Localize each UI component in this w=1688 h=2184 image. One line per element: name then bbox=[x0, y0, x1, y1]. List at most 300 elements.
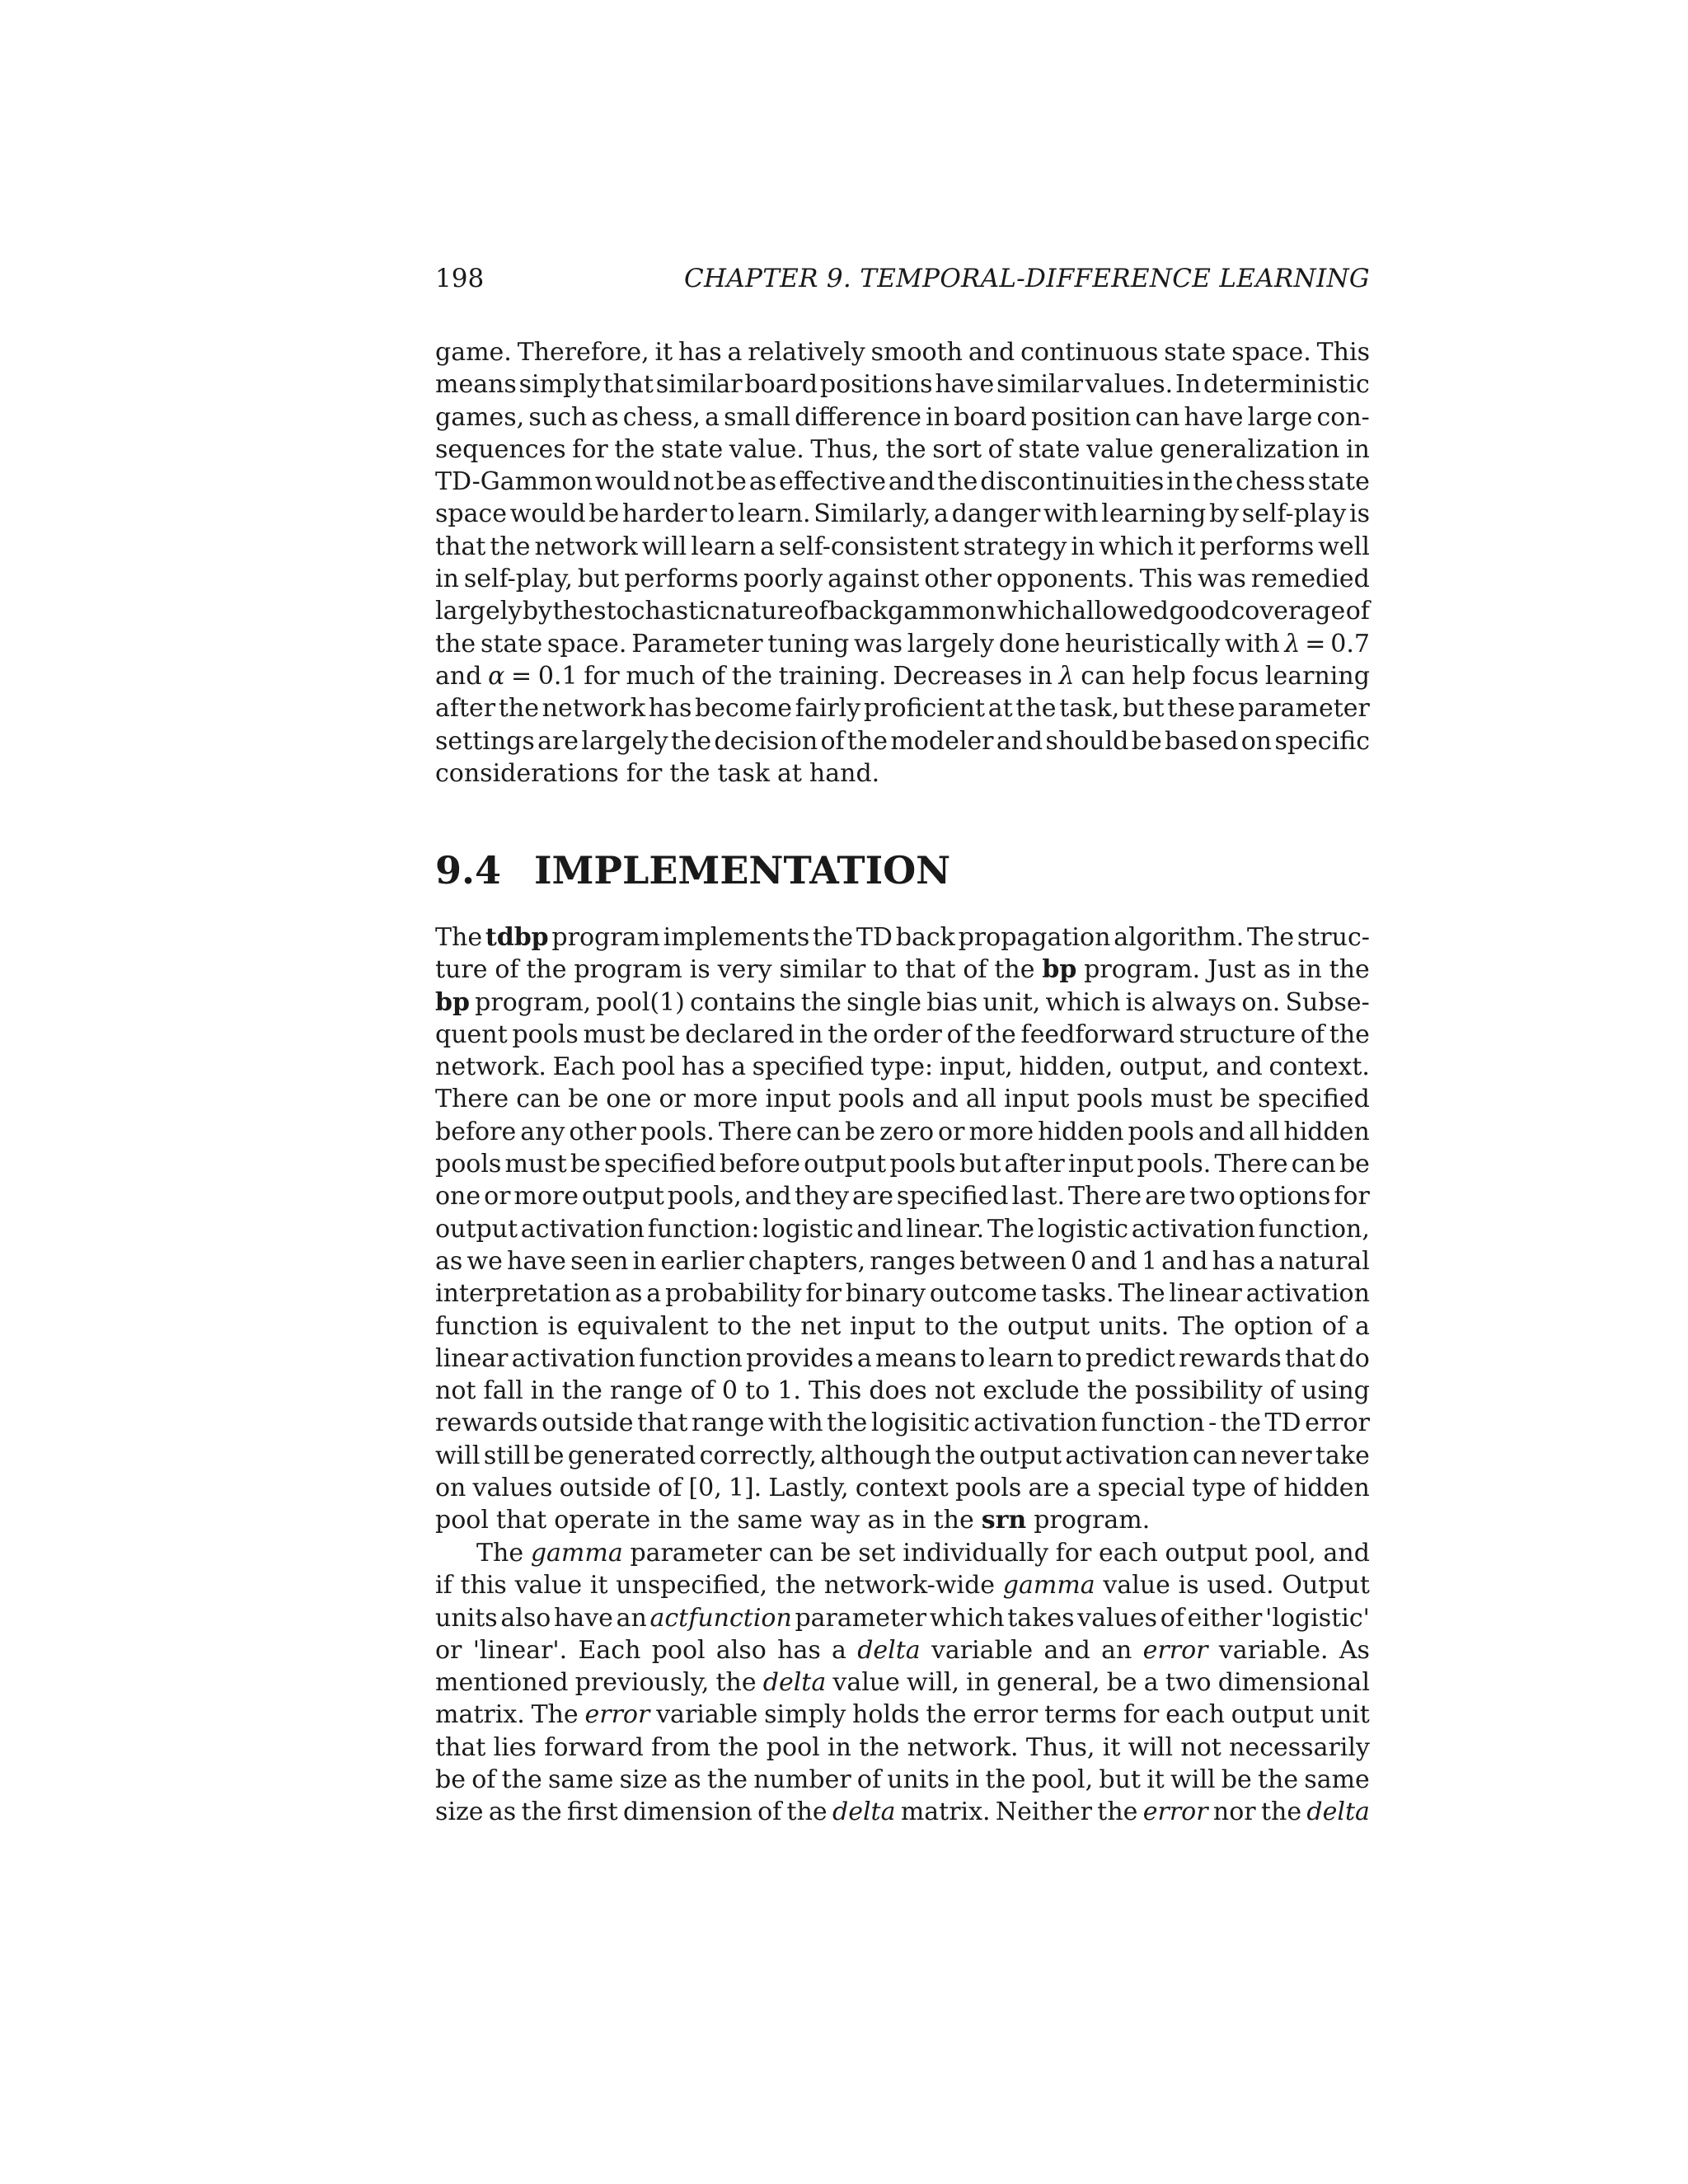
word-text: in bbox=[1345, 434, 1370, 464]
word bbox=[435, 1440, 480, 1472]
word bbox=[1274, 725, 1370, 757]
word bbox=[938, 1116, 964, 1148]
word bbox=[435, 660, 481, 692]
word bbox=[1284, 628, 1300, 660]
word-text: are bbox=[1145, 1182, 1187, 1212]
word bbox=[435, 1504, 489, 1536]
bold-term: bp bbox=[435, 987, 470, 1017]
word bbox=[1229, 1732, 1370, 1764]
word bbox=[569, 1116, 636, 1148]
word-text: Subse- bbox=[1285, 987, 1370, 1017]
word-text: probability bbox=[664, 1279, 802, 1309]
word bbox=[897, 1180, 1009, 1212]
word-text: good bbox=[1169, 597, 1231, 626]
word-text: network-wide bbox=[823, 1571, 996, 1601]
word-text: activation bbox=[520, 1214, 645, 1244]
running-header bbox=[435, 259, 1370, 298]
word bbox=[963, 954, 987, 986]
word bbox=[935, 1440, 975, 1472]
word bbox=[1029, 660, 1053, 692]
word-text: Neither bbox=[995, 1797, 1092, 1827]
word bbox=[1246, 1277, 1370, 1310]
word bbox=[1208, 1407, 1217, 1439]
word bbox=[690, 987, 795, 1019]
word bbox=[562, 1375, 603, 1407]
word-text: pools bbox=[1076, 1085, 1143, 1114]
word bbox=[1301, 1375, 1370, 1407]
word-text: not bbox=[1180, 1732, 1221, 1762]
word-text: specified bbox=[603, 1150, 716, 1179]
word bbox=[779, 466, 886, 498]
word bbox=[1020, 336, 1158, 368]
word bbox=[764, 1699, 846, 1731]
section-number: 9.4 bbox=[435, 848, 502, 893]
word-text: more bbox=[513, 1182, 579, 1212]
word-text: program, bbox=[475, 987, 592, 1017]
word-text: using bbox=[1301, 1376, 1370, 1406]
text-line bbox=[435, 1699, 1370, 1731]
word bbox=[864, 692, 985, 724]
word-text: logisitic bbox=[870, 1408, 970, 1438]
word bbox=[531, 1375, 555, 1407]
word bbox=[846, 987, 921, 1019]
word-text: the bbox=[827, 1408, 868, 1438]
text-line bbox=[435, 954, 1370, 986]
word-text: pools, bbox=[667, 1182, 742, 1212]
italic-term: delta bbox=[832, 1797, 896, 1827]
word-text: in bbox=[658, 1506, 682, 1535]
word bbox=[873, 1019, 942, 1051]
word-text: a bbox=[832, 1635, 846, 1665]
word bbox=[614, 434, 654, 466]
word bbox=[547, 628, 627, 660]
word bbox=[435, 1732, 485, 1764]
word-text: can bbox=[1081, 661, 1126, 691]
word bbox=[893, 660, 1022, 692]
word-text: one bbox=[435, 1182, 481, 1212]
word bbox=[435, 466, 593, 498]
text-line bbox=[435, 1148, 1370, 1180]
word bbox=[1077, 1083, 1143, 1115]
word bbox=[1301, 1019, 1325, 1051]
word bbox=[639, 1343, 743, 1375]
text-line bbox=[435, 725, 1370, 757]
word-text: There bbox=[1067, 1182, 1142, 1212]
word bbox=[610, 1375, 683, 1407]
word-text: will bbox=[1128, 1732, 1174, 1762]
text-line bbox=[435, 757, 1370, 790]
word bbox=[632, 1245, 656, 1277]
word bbox=[581, 725, 668, 757]
word-text: a bbox=[1259, 1246, 1275, 1276]
word-text: options bbox=[1238, 1182, 1331, 1212]
word-text: much bbox=[626, 661, 696, 691]
word bbox=[500, 1602, 551, 1634]
word-text: parameter bbox=[795, 1603, 927, 1633]
word bbox=[805, 1277, 842, 1310]
word bbox=[668, 1180, 742, 1212]
word bbox=[935, 368, 994, 401]
word bbox=[907, 1666, 959, 1699]
word bbox=[560, 1472, 651, 1504]
word bbox=[870, 1245, 955, 1277]
word-text: an bbox=[1101, 1635, 1132, 1665]
word-text: of bbox=[471, 1765, 496, 1795]
word bbox=[753, 1051, 865, 1083]
word-text: two bbox=[1165, 1668, 1212, 1698]
word-text: value. bbox=[729, 434, 804, 464]
word bbox=[973, 1699, 1038, 1731]
word-text: space. bbox=[1231, 338, 1311, 367]
word-text: program bbox=[551, 923, 660, 952]
word bbox=[669, 757, 710, 790]
word bbox=[435, 563, 459, 595]
word-text: any bbox=[520, 1117, 565, 1146]
word-text: 'linear'. bbox=[472, 1635, 568, 1665]
word-text: the bbox=[718, 1732, 759, 1762]
word-text: size bbox=[619, 1765, 668, 1795]
word-text: must bbox=[583, 1019, 645, 1049]
word bbox=[1170, 1764, 1215, 1796]
word bbox=[1065, 628, 1220, 660]
word bbox=[642, 531, 687, 563]
word bbox=[526, 954, 566, 986]
word-text: this bbox=[460, 1571, 507, 1601]
word bbox=[717, 757, 770, 790]
word-text: In bbox=[1175, 370, 1202, 400]
word bbox=[1219, 1634, 1329, 1666]
word-text: network bbox=[542, 694, 646, 724]
word bbox=[475, 987, 591, 1019]
word-text: means bbox=[874, 1343, 957, 1373]
word bbox=[1261, 1796, 1301, 1828]
word-text: with bbox=[1043, 499, 1099, 529]
word bbox=[982, 1375, 1079, 1407]
word bbox=[988, 1343, 1053, 1375]
word bbox=[850, 1310, 916, 1343]
word bbox=[496, 1504, 546, 1536]
word bbox=[1032, 1764, 1093, 1796]
word-text: be bbox=[1106, 1668, 1137, 1698]
word bbox=[1031, 401, 1131, 434]
word bbox=[1346, 595, 1370, 627]
word-text: can bbox=[1291, 1150, 1336, 1179]
word bbox=[1068, 1148, 1134, 1180]
word bbox=[1007, 1602, 1074, 1634]
word-text: type: bbox=[870, 1052, 934, 1082]
word-text: each bbox=[1165, 1700, 1225, 1730]
word bbox=[890, 725, 993, 757]
word bbox=[1123, 1699, 1160, 1731]
word-text: but bbox=[959, 1150, 1001, 1179]
word bbox=[1339, 1343, 1370, 1375]
word bbox=[630, 1537, 762, 1569]
word-text: The bbox=[476, 1539, 524, 1568]
word bbox=[966, 1666, 990, 1699]
word-text: generated bbox=[567, 1441, 696, 1470]
text-line bbox=[435, 1180, 1370, 1212]
word-text: at bbox=[987, 694, 1013, 724]
paragraph-game-state-space bbox=[435, 336, 1370, 790]
word bbox=[1020, 1051, 1114, 1083]
word bbox=[716, 1634, 767, 1666]
word-text: size bbox=[435, 1797, 484, 1827]
word bbox=[1238, 692, 1370, 724]
word bbox=[542, 1407, 633, 1439]
word bbox=[617, 1602, 647, 1634]
word bbox=[646, 1277, 661, 1310]
word bbox=[1101, 1407, 1205, 1439]
word bbox=[871, 336, 963, 368]
word-text: will bbox=[1170, 1765, 1216, 1795]
word-text: predict bbox=[1085, 1343, 1175, 1373]
word bbox=[966, 1083, 996, 1115]
word bbox=[973, 1407, 1097, 1439]
word bbox=[435, 1310, 539, 1343]
word-text: do bbox=[1339, 1343, 1370, 1373]
word-text: implements bbox=[663, 923, 810, 952]
word bbox=[1308, 466, 1370, 498]
word bbox=[1042, 954, 1076, 986]
word bbox=[435, 628, 476, 660]
word bbox=[435, 368, 517, 401]
word bbox=[1085, 368, 1173, 401]
word-text: which bbox=[1045, 987, 1121, 1017]
word-text: learn bbox=[988, 1343, 1054, 1373]
word-text: game. bbox=[435, 338, 512, 367]
word bbox=[1057, 1343, 1082, 1375]
word bbox=[584, 660, 620, 692]
word-text: the bbox=[1329, 1019, 1370, 1049]
word bbox=[512, 1343, 635, 1375]
word-text: Just bbox=[1207, 955, 1256, 985]
word bbox=[955, 1472, 1021, 1504]
word bbox=[658, 1472, 682, 1504]
word-text: the bbox=[958, 1311, 999, 1341]
word-text: binary bbox=[845, 1279, 926, 1309]
word-text: range bbox=[610, 1376, 683, 1406]
word-text: the bbox=[435, 629, 476, 658]
word bbox=[1285, 1343, 1335, 1375]
word bbox=[595, 466, 671, 498]
word-text: the bbox=[689, 1506, 730, 1535]
word bbox=[528, 401, 587, 434]
word-text: as bbox=[867, 1506, 895, 1535]
word-text: in bbox=[1297, 955, 1322, 985]
word bbox=[473, 1634, 568, 1666]
word-text: before bbox=[719, 1150, 801, 1179]
word bbox=[724, 401, 790, 434]
word bbox=[889, 1148, 955, 1180]
word bbox=[588, 498, 619, 530]
text-line bbox=[435, 1019, 1370, 1051]
word-text: activation bbox=[1131, 1214, 1256, 1244]
word bbox=[435, 1277, 611, 1310]
word-text: or bbox=[484, 1182, 511, 1212]
word bbox=[534, 1440, 565, 1472]
word bbox=[932, 434, 982, 466]
word-text: are bbox=[852, 1182, 893, 1212]
word bbox=[828, 1732, 851, 1764]
word-text: TD bbox=[1264, 1408, 1301, 1438]
word-text: the bbox=[526, 955, 567, 985]
word bbox=[926, 401, 950, 434]
word-text: pool bbox=[621, 1052, 676, 1082]
word bbox=[1098, 1472, 1185, 1504]
text-line bbox=[435, 401, 1370, 434]
word-text: bias bbox=[926, 987, 978, 1017]
word-text: which bbox=[1099, 532, 1174, 561]
word bbox=[744, 368, 818, 401]
word-text: the bbox=[994, 955, 1035, 985]
text-line bbox=[435, 660, 1370, 692]
word-text: of bbox=[804, 597, 828, 626]
word-text: that bbox=[905, 955, 956, 985]
word bbox=[828, 563, 919, 595]
word bbox=[1123, 692, 1165, 724]
word-text: these bbox=[1167, 694, 1236, 724]
word bbox=[578, 563, 620, 595]
word-text: contains bbox=[690, 987, 796, 1017]
word bbox=[1004, 1083, 1070, 1115]
word-text: the bbox=[1220, 1408, 1261, 1438]
text-line bbox=[435, 1245, 1370, 1277]
word bbox=[994, 954, 1034, 986]
word-text: to bbox=[717, 1311, 743, 1341]
word bbox=[1015, 692, 1056, 724]
word-text: output bbox=[1231, 1700, 1314, 1730]
word-text: output bbox=[1007, 1311, 1090, 1341]
word bbox=[940, 1051, 1013, 1083]
word bbox=[776, 1569, 816, 1601]
word-text: between bbox=[959, 1246, 1067, 1276]
word-text: and bbox=[1090, 1246, 1137, 1276]
word bbox=[856, 921, 893, 954]
word bbox=[1175, 368, 1201, 401]
word-text: would bbox=[594, 467, 671, 497]
word-text: range bbox=[691, 1408, 765, 1438]
word bbox=[649, 692, 692, 724]
word bbox=[1084, 954, 1200, 986]
word-text: previously, bbox=[574, 1668, 710, 1698]
word-text: relatively bbox=[748, 338, 865, 367]
word bbox=[795, 401, 921, 434]
word-text: pools. bbox=[640, 1117, 715, 1146]
word-text: in bbox=[799, 1019, 823, 1049]
word bbox=[763, 1666, 827, 1699]
word-text: of bbox=[856, 1765, 882, 1795]
word-text: which bbox=[929, 1603, 1005, 1633]
word bbox=[960, 1343, 985, 1375]
word bbox=[1099, 1310, 1169, 1343]
word bbox=[906, 1213, 984, 1245]
word-text: on. bbox=[1241, 987, 1281, 1017]
word-text: become bbox=[695, 694, 793, 724]
word bbox=[537, 725, 579, 757]
word bbox=[1076, 1472, 1091, 1504]
word bbox=[1059, 660, 1075, 692]
word-text: is bbox=[547, 1311, 569, 1341]
word bbox=[1135, 1375, 1263, 1407]
word-text: the bbox=[775, 1571, 817, 1601]
word-text: same bbox=[1304, 1765, 1370, 1795]
word-text: program bbox=[574, 955, 682, 985]
word-text: that bbox=[603, 370, 654, 400]
italic-term: error bbox=[1142, 1797, 1208, 1827]
word-text: The bbox=[531, 1700, 579, 1730]
word-text: network bbox=[534, 532, 638, 561]
word-text: hidden, bbox=[1019, 1052, 1114, 1082]
word-text: was bbox=[1197, 565, 1246, 594]
word bbox=[887, 1764, 950, 1796]
word bbox=[623, 401, 701, 434]
word-text: pool, bbox=[1031, 1765, 1094, 1795]
word bbox=[489, 1796, 516, 1828]
word-text: large bbox=[1247, 402, 1313, 432]
word-text: by bbox=[522, 597, 552, 626]
word bbox=[996, 1796, 1092, 1828]
word bbox=[1043, 1634, 1090, 1666]
word-text: done bbox=[998, 629, 1061, 658]
word-text: for bbox=[584, 661, 620, 691]
word bbox=[746, 1343, 854, 1375]
word-text: a bbox=[1076, 1474, 1091, 1503]
word bbox=[1046, 725, 1129, 757]
word-text: special bbox=[1097, 1474, 1185, 1503]
word bbox=[959, 1148, 1001, 1180]
word bbox=[534, 531, 637, 563]
word-text: This bbox=[1139, 565, 1193, 594]
word-text: by bbox=[1208, 499, 1240, 529]
word bbox=[538, 660, 578, 692]
word-text: input bbox=[1067, 1150, 1134, 1179]
text-line bbox=[435, 1634, 1370, 1666]
word-text: values bbox=[472, 1474, 553, 1503]
word-text: the bbox=[669, 758, 710, 788]
word-text: decision bbox=[714, 726, 818, 756]
word-text: it bbox=[654, 338, 673, 367]
word bbox=[584, 1699, 649, 1731]
word-text: a bbox=[1143, 1668, 1159, 1698]
word bbox=[1318, 531, 1370, 563]
word-text: context bbox=[855, 1474, 949, 1503]
word-text: activation bbox=[1065, 1441, 1189, 1470]
word-text: network. bbox=[435, 1052, 546, 1082]
word-text: hidden bbox=[1038, 1117, 1124, 1146]
word-text: values bbox=[1077, 1603, 1158, 1633]
word bbox=[760, 531, 775, 563]
word bbox=[931, 1634, 1033, 1666]
word bbox=[567, 1796, 618, 1828]
word bbox=[1179, 1343, 1282, 1375]
word bbox=[1231, 1699, 1314, 1731]
word-text: sort bbox=[932, 434, 982, 464]
word bbox=[1143, 1634, 1208, 1666]
word-text: in bbox=[1071, 532, 1095, 561]
word bbox=[1198, 563, 1246, 595]
word-text: remedied bbox=[1250, 565, 1370, 594]
word-text: we bbox=[467, 1246, 503, 1276]
word bbox=[1264, 1407, 1301, 1439]
word-text: not bbox=[435, 1376, 476, 1406]
word-text: either bbox=[1187, 1603, 1263, 1633]
word bbox=[731, 1051, 746, 1083]
word bbox=[856, 1213, 903, 1245]
word bbox=[673, 1764, 701, 1796]
word-text: of bbox=[1160, 1603, 1184, 1633]
word-text: 1. bbox=[777, 1376, 801, 1406]
word bbox=[952, 498, 1041, 530]
